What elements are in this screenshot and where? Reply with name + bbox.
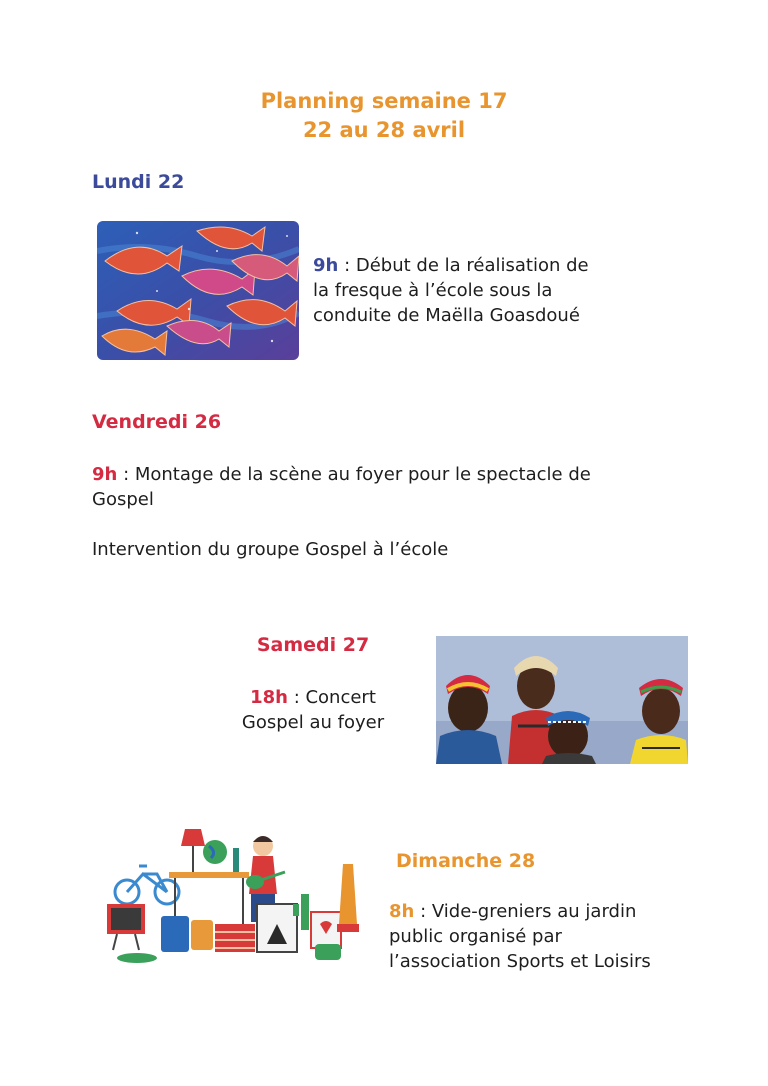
saturday-heading: Samedi 27 xyxy=(256,634,370,656)
monday-heading: Lundi 22 xyxy=(92,171,185,193)
monday-text-line-3: conduite de Maëlla Goasdoué xyxy=(313,305,580,326)
gospel-singers-photo xyxy=(436,636,688,764)
sunday-description xyxy=(389,899,749,974)
sunday-heading: Dimanche 28 xyxy=(396,850,536,872)
sunday-text-line-1: : Vide-greniers au jardin xyxy=(414,901,637,922)
monday-text-line-2: la fresque à l’école sous la xyxy=(313,280,553,301)
saturday-time: 18h xyxy=(250,687,288,708)
friday-text-line-2: Gospel xyxy=(92,489,154,510)
friday-time: 9h xyxy=(92,464,118,485)
sunday-time: 8h xyxy=(389,901,415,922)
sunday-text-line-2: public organisé par xyxy=(389,926,562,947)
sunday-text-line-3: l’association Sports et Loisirs xyxy=(389,951,651,972)
title-line-2: 22 au 28 avril xyxy=(302,118,466,142)
monday-time: 9h xyxy=(313,255,339,276)
saturday-text-line-1: : Concert xyxy=(287,687,376,708)
fish-painting-image xyxy=(97,221,299,360)
monday-text-line-1: : Début de la réalisation de xyxy=(338,255,589,276)
friday-description xyxy=(92,462,712,512)
title-line-1: Planning semaine 17 xyxy=(260,89,508,113)
monday-description xyxy=(313,253,673,328)
friday-extra: Intervention du groupe Gospel à l’école xyxy=(92,539,449,560)
flea-market-illustration xyxy=(105,824,367,966)
saturday-text-line-2: Gospel au foyer xyxy=(241,712,385,733)
friday-text-line-1: : Montage de la scène au foyer pour le spectacle de xyxy=(117,464,591,485)
friday-heading: Vendredi 26 xyxy=(92,411,222,433)
page-title xyxy=(0,87,768,145)
saturday-description xyxy=(200,685,426,735)
